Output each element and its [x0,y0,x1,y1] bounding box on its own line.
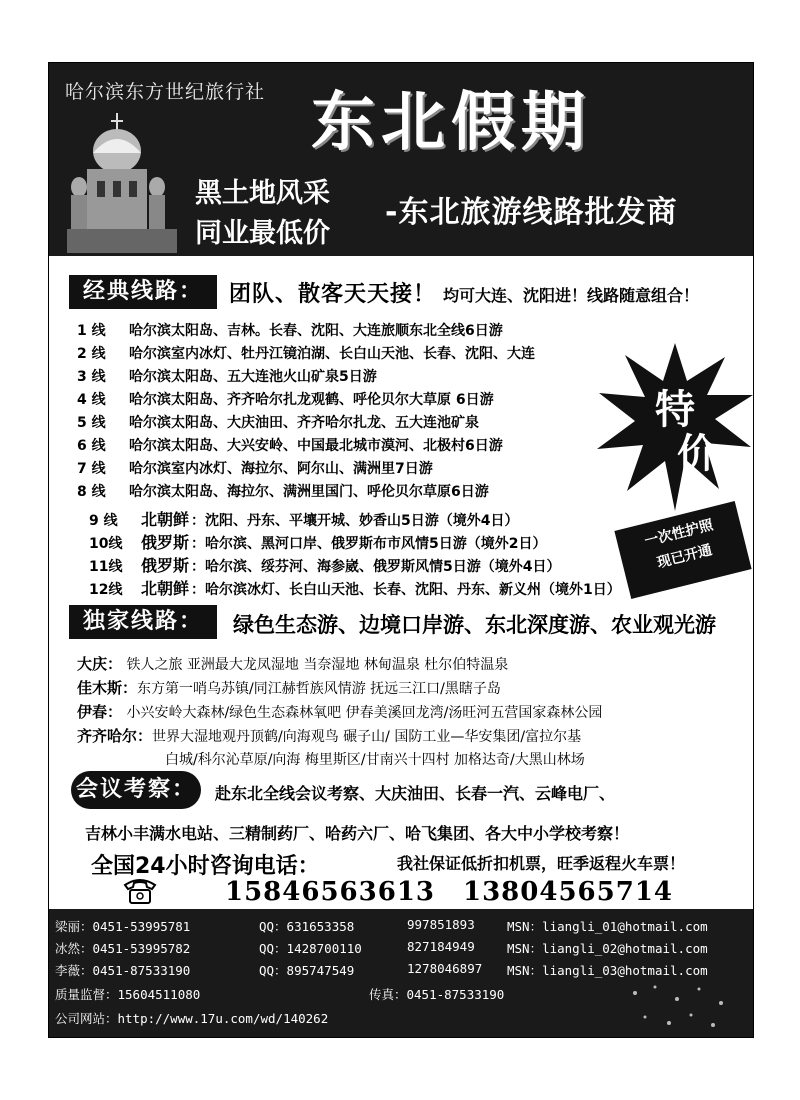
special-price-badge [595,343,754,513]
telephone-icon [121,875,159,905]
meeting-banner: 会议考察： [71,771,201,809]
list-item: 8 线 哈尔滨太阳岛、海拉尔、满洲里国门、呼伦贝尔草原6日游 [77,484,489,500]
contact-name-phone: 李薇：0451-87533190 [55,963,191,978]
contact-footer [49,909,753,1037]
list-item: 佳木斯：东方第一哨乌苏镇/同江赫哲族风情游 抚远三江口/黑瞎子岛 [77,679,501,697]
list-item: 7 线 哈尔滨室内冰灯、海拉尔、阿尔山、满洲里7日游 [77,461,433,477]
special-char-1: 特 [655,387,695,433]
list-item: 大庆： 铁人之旅 亚洲最大龙凤湿地 当奈湿地 林甸温泉 杜尔伯特温泉 [77,655,509,673]
list-item: 4 线 哈尔滨太阳岛、齐齐哈尔扎龙观鹤、呼伦贝尔大草原 6日游 [77,392,494,408]
contact-name-phone: 冰然：0451-53995782 [55,941,191,956]
special-char-2: 价 [677,431,717,477]
contact-qq: QQ：1428700110 [259,941,362,956]
list-item: 9 线 北朝鲜 ：沈阳、丹东、平壤开城、妙香山5日游（境外4日） [89,510,519,529]
slogan-black-soil: 黑土地风采 [195,178,330,209]
agency-name: 哈尔滨东方世纪旅行社 [65,81,266,103]
exclusive-tagline: 绿色生态游、边境口岸游、东北深度游、农业观光游 [233,613,716,637]
snowflake-decoration-icon [625,979,735,1033]
list-item: 齐齐哈尔：世界大湿地观丹顶鹤/向海观鸟 碾子山/ 国防工业—华安集团/富拉尔基 [77,727,582,745]
list-item: 5 线 哈尔滨太阳岛、大庆油田、齐齐哈尔扎龙、五大连池矿泉 [77,415,479,431]
list-item: 3 线 哈尔滨太阳岛、五大连池火山矿泉5日游 [77,369,377,385]
classic-tagline: 团队、散客天天接！ [229,282,437,307]
wholesale-tagline: -东北旅游线路批发商 [385,195,678,230]
contact-qq-2: 827184949 [407,939,475,954]
list-item: 12线 北朝鲜 ：哈尔滨冰灯、长白山天池、长春、沈阳、丹东、新义州（境外1日） [89,579,621,598]
main-title: 东北假期 [311,85,591,160]
contact-msn: MSN：liangli_02@hotmail.com [507,941,708,956]
contact-msn: MSN：liangli_03@hotmail.com [507,963,708,978]
church-icon [67,103,177,253]
contact-name-phone: 梁丽：0451-53995781 [55,919,191,934]
list-item: 1 线 哈尔滨太阳岛、吉林。长春、沈阳、大连旅顺东北全线6日游 [77,323,503,339]
starburst-icon [595,343,754,513]
exclusive-label: 独家线路： [83,609,204,634]
contact-qq-2: 997851893 [407,917,475,932]
hotline-phone-1[interactable]: 15846563613 [225,877,435,907]
classic-routes-banner [69,275,217,309]
slogan-lowest-price: 同业最低价 [195,218,330,249]
passport-note-tag [614,501,751,599]
list-item: 11线 俄罗斯 ：哈尔滨、绥芬河、海参崴、俄罗斯风情5日游（境外4日） [89,556,561,575]
list-item: 白城/科尔沁草原/向海 梅里斯区/甘南兴十四村 加格达奇/大黑山林场 [165,752,585,768]
meeting-line-2: 吉林小丰满水电站、三精制药厂、哈药六厂、哈飞集团、各大中小学校考察！ [85,824,630,843]
list-item: 10线 俄罗斯 ：哈尔滨、黑河口岸、俄罗斯布市风情5日游（境外2日） [89,533,547,552]
list-item: 6 线 哈尔滨太阳岛、大兴安岭、中国最北城市漠河、北极村6日游 [77,438,503,454]
exclusive-routes-banner [69,605,217,639]
hotline-title: 全国24小时咨询电话： [91,854,320,879]
contact-qq-2: 1278046897 [407,961,483,976]
meeting-line-1: 赴东北全线会议考察、大庆油田、长春一汽、云峰电厂、 [215,784,616,803]
header-banner [49,63,753,256]
hotline-note: 我社保证低折扣机票，旺季返程火车票！ [397,854,686,873]
fax-number: 传真：0451-87533190 [369,987,505,1002]
flyer [48,62,754,1038]
passport-note-line1: 一次性护照 [642,517,715,550]
classic-note: 均可大连、沈阳进！线路随意组合！ [443,286,700,305]
contact-qq: QQ：895747549 [259,963,355,978]
list-item: 伊春： 小兴安岭大森林/绿色生态森林氧吧 伊春美溪回龙湾/汤旺河五营国家森林公园 [77,703,603,721]
passport-note-line2: 现已开通 [655,542,714,572]
list-item: 2 线 哈尔滨室内冰灯、牡丹江镜泊湖、长白山天池、长春、沈阳、大连 [77,346,535,362]
quality-supervision: 质量监督：15604511080 [55,987,201,1002]
company-website[interactable]: 公司网站：http://www.17u.com/wd/140262 [55,1011,329,1026]
contact-msn: MSN：liangli_01@hotmail.com [507,919,708,934]
hotline-phone-2[interactable]: 13804565714 [463,877,673,907]
contact-qq: QQ：631653358 [259,919,355,934]
classic-label: 经典线路： [83,279,204,304]
